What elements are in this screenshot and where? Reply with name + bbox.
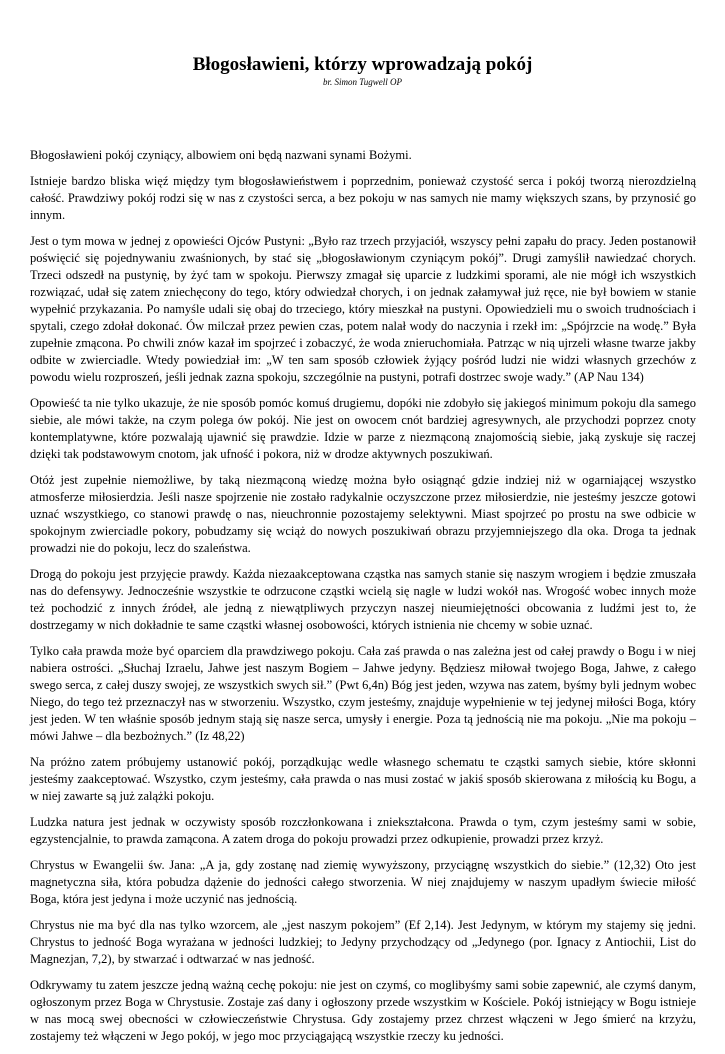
paragraph: Tylko cała prawda może być oparciem dla prawdziwego pokoju. Cała zaś prawda o nas zależna jest od całej prawdy o Bogu i w niej nabiera ostrości. „Słuchaj Izraelu, Jahwe jest naszym Bogiem – Jahwe jedyny. Będziesz miłował twojego Boga, Jahwe, z całego swego serca, z całej duszy swojej, ze wszystkich swych sił.” (Pwt 6,4n) Bóg jest jeden, wzywa nas zatem, byśmy byli jednym wobec Niego, do tego też przeznaczył nas w stworzeniu. Wszystko, czym jesteśmy, znajduje wypełnienie w tej jedynej miłości Boga, który jest jeden. W ten właśnie sposób jednym stają się nasze serca, umysły i energie. Poza tą jednością nie ma pokoju. „Nie ma pokoju – mówi Jahwe – dla bezbożnych.” (Iz 48,22) [30, 644, 696, 743]
paragraph: Drogą do pokoju jest przyjęcie prawdy. Każda niezaakceptowana cząstka nas samych stanie się naszym wrogiem i będzie zmuszała nas do defensywy. Jednocześnie wszystkie te odrzucone cząstki wcielą się nagle w ludzi wokół nas. Wrogość wobec innych może też pochodzić z innych źródeł, ale jedną z niewątpliwych przyczyn naszej nieumiejętności obcowania z ludźmi jest to, że dostrzegamy w nich dokładnie te same cząstki własnej osobowości, których istnienia nie chcemy w sobie uznać. [30, 567, 696, 632]
paragraph: Chrystus nie ma być dla nas tylko wzorcem, ale „jest naszym pokojem” (Ef 2,14). Jest Jedynym, w którym my stajemy się jedni. Chrystus to jedność Boga wyrażana w jedności ludzkiej; to Jedyny przychodzący od „Jedynego (por. Ignacy z Antiochii, List do Magnezjan, 7,2), by stwarzać i odtwarzać w nas jedność. [30, 918, 696, 966]
document-author: br. Simon Tugwell OP [322, 77, 402, 87]
paragraph: Odkrywamy tu zatem jeszcze jedną ważną cechę pokoju: nie jest on czymś, co moglibyśmy sami sobie zapewnić, ale czymś danym, ogłoszonym przez Boga w Chrystusie. Zostaje zaś dany i ogłoszony przede wszystkim w Kościele. Pokój istniejący w Bogu istnieje w nas mocą swej obecności w człowieczeństwie Chrystusa. Gdy zostajemy przez chrzest włączeni w Jego śmierć na krzyżu, zostajemy też włączeni w Jego pokój, w jego moc przyciągającą wszystkie rzeczy ku jedności. [30, 978, 696, 1043]
paragraph: Chrystus w Ewangelii św. Jana: „A ja, gdy zostanę nad ziemię wywyższony, przyciągnę wszystkich do siebie.” (12,32) Oto jest magnetyczna siła, która pobudza dążenie do jedności całego stworzenia. W niej znajdujemy w naszym upadłym świecie miłość Boga, która jest jedyna i może uczynić nas jednością. [30, 858, 696, 906]
document-title: Błogosławieni, którzy wprowadzają pokój [192, 54, 533, 75]
paragraph: Ludzka natura jest jednak w oczywisty sposób rozczłonkowana i zniekształcona. Prawda o tym, czym jesteśmy sami w sobie, egzystencjalnie, to prawda zamącona. A zatem droga do pokoju prowadzi przez odkupienie, prowadzi przez krzyż. [30, 815, 696, 846]
document-body [30, 147, 696, 1054]
paragraph: Istnieje bardzo bliska więź między tym błogosławieństwem i poprzednim, ponieważ czystość serca i pokój tworzą nierozdzielną całość. Prawdziwy pokój rodzi się w nas z czystości serca, a bez pokoju w nas samych nie mamy większych szans, by przynosić go innym. [30, 174, 696, 222]
paragraph: Na próżno zatem próbujemy ustanowić pokój, porządkując wedle własnego schematu te cząstki samych siebie, które skłonni jesteśmy zaakceptować. Wszystko, czym jesteśmy, cała prawda o nas musi zostać w jakiś sposób skierowana z miłością ku Bogu, a w niej zawarte są już zalążki pokoju. [30, 755, 696, 803]
paragraph: Błogosławieni pokój czyniący, albowiem oni będą nazwani synami Bożymi. [30, 148, 412, 162]
paragraph: Otóż jest zupełnie niemożliwe, by taką niezmąconą wiedzę można było osiągnąć gdzie indziej niż w ogarniającej wszystko atmosferze miłosierdzia. Jeśli nasze spojrzenie nie zostało radykalnie oczyszczone przez miłosierdzie, nie jesteśmy jeszcze gotowi uznać wszystkiego, co stanowi prawdę o nas, nieuchronnie pozostajemy selektywni. Miast spojrzeć po prostu na swe odbicie w spokojnym zwierciadle pokory, pobudzamy się wciąż do nowych poszukiwań obrazu przyjemniejszego dla oka. Droga ta jednak prowadzi nie do pokoju, lecz do szaleństwa. [30, 473, 696, 555]
paragraph: Jest o tym mowa w jednej z opowieści Ojców Pustyni: „Było raz trzech przyjaciół, wszyscy pełni zapału do pracy. Jeden postanowił poświęcić się pojednywaniu zwaśnionych, by stać się „błogosławionym czyniącym pokój”. Drugi zamyślił nawiedzać chorych. Trzeci odszedł na pustynię, by żyć tam w spokoju. Pierwszy zmagał się uparcie z ludzkimi sporami, ale nie mógł ich wszystkich rozwiązać, udał się zatem zniechęcony do tego, który odwiedzał chorych, i on jednak załamywał już ręce, nie był bowiem w stanie wypełnić przykazania. Po namyśle udali się obaj do trzeciego, który mieszkał na pustyni. Opowiedzieli mu o swoich trudnościach i spytali, czego zdołał dokonać. Ów milczał przez pewien czas, potem nalał wody do naczynia i rzekł im: „Spójrzcie na wodę.” Była zupełnie zmącona. Po chwili znów kazał im spojrzeć i zobaczyć, że woda znieruchomiała. Patrząc w nią ujrzeli własne twarze jakby odbite w zwierciadle. Wtedy powiedział im: „W ten sam sposób człowiek żyjący pośród ludzi nie widzi własnych grzechów z powodu wielu rozproszeń, jeśli jednak zazna spokoju, szczególnie na pustyni, potrafi dostrzec swoje wady.” (AP Nau 134) [30, 234, 696, 384]
paragraph: Opowieść ta nie tylko ukazuje, że nie sposób pomóc komuś drugiemu, dopóki nie zdobyło się jakiegoś minimum pokoju dla samego siebie, ale mówi także, na czym polega ów pokój. Nie jest on owocem cnót bardziej agresywnych, ale przychodzi poprzez cnoty kontemplatywne, które pozwalają ujawnić się prawdzie. Idzie w parze z niezmąconą znajomością siebie, jaką zyskuje się raczej dzięki tak podstawowym cnotom, jak ufność i pokora, niż w drodze aktywnych poszukiwań. [30, 396, 696, 461]
